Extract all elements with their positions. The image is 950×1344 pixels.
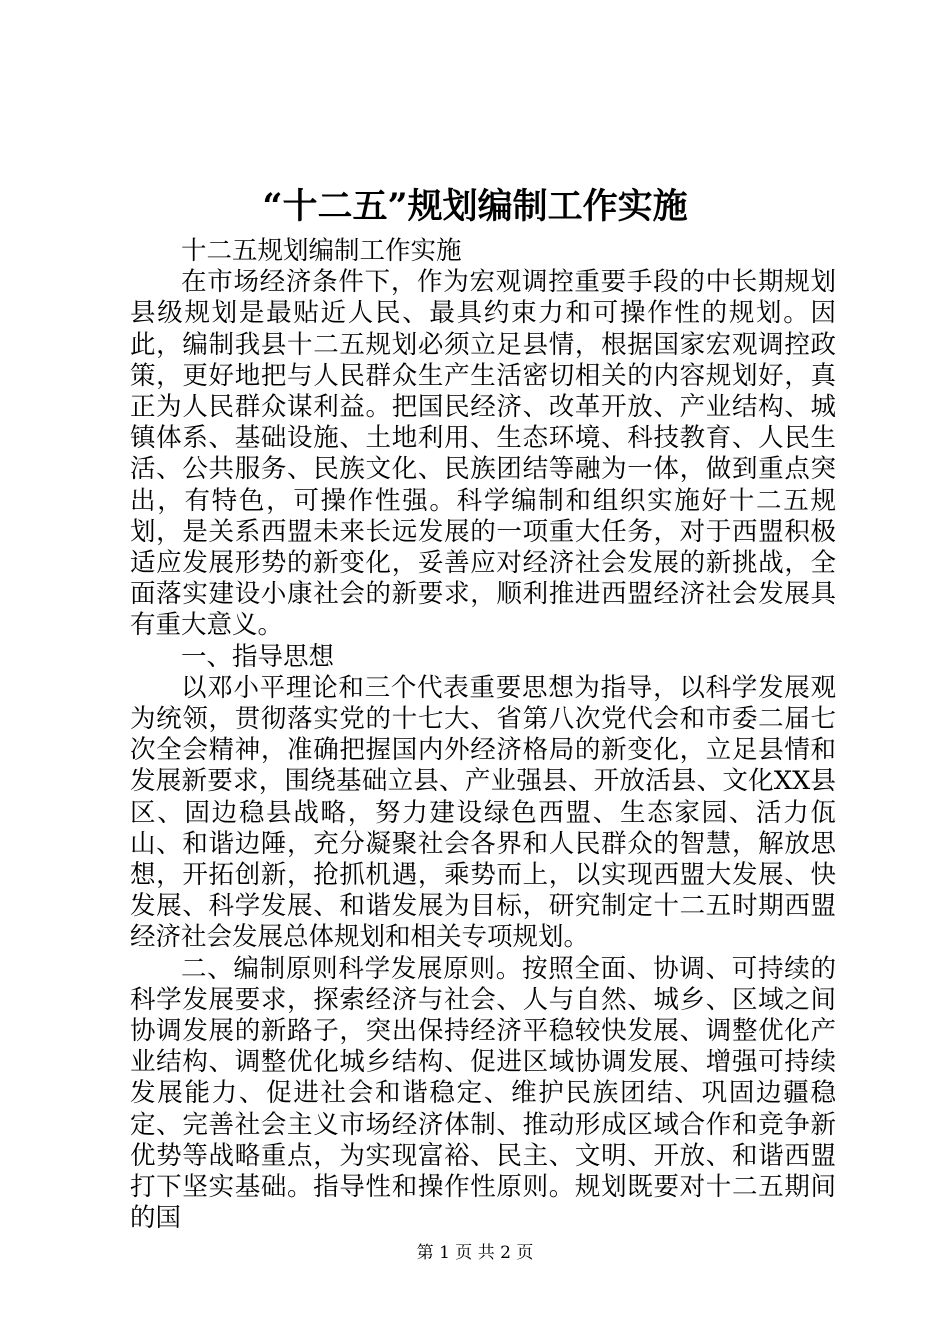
section-heading-guiding-ideology: 一、指导思想 <box>181 641 335 672</box>
guiding-ideology-paragraph: 以邓小平理论和三个代表重要思想为指导，以科学发展观为统领，贯彻落实党的十七大、省第八次党代会和市委二届七次全会精神，准确把握国内外经济格局的新变化，立足县情和发展新要求，围绕基础立县、产业强县、开放活县、文化XX县区、固边稳县战略，努力建设绿色西盟、生态家园、活力佤山、和谐边陲，充分凝聚社会各界和人民群众的智慧，解放思想，开拓创新，抢抓机遇，乘势而上，以实现西盟大发展、快发展、科学发展、和谐发展为目标，研究制定十二五时期西盟经济社会发展总体规划和相关专项规划。 <box>130 672 836 953</box>
subtitle-paragraph: 十二五规划编制工作实施 <box>181 236 462 266</box>
document-body <box>130 236 836 1235</box>
intro-paragraph: 在市场经济条件下，作为宏观调控重要手段的中长期规划县级规划是最贴近人民、最具约束力和可操作性的规划。因此，编制我县十二五规划必须立足县情，根据国家宏观调控政策，更好地把与人民群众生产生活密切相关的内容规划好，真正为人民群众谋利益。把国民经济、改革开放、产业结构、城镇体系、基础设施、土地利用、生态环境、科技教育、人民生活、公共服务、民族文化、民族团结等融为一体，做到重点突出，有特色，可操作性强。科学编制和组织实施好十二五规划，是关系西盟未来长远发展的一项重大任务，对于西盟积极适应发展形势的新变化，妥善应对经济社会发展的新挑战，全面落实建设小康社会的新要求，顺利推进西盟经济社会发展具有重大意义。 <box>130 267 836 641</box>
page-footer: 第 1 页 共 2 页 <box>416 1243 534 1263</box>
compilation-principles-paragraph: 二、编制原则科学发展原则。按照全面、协调、可持续的科学发展要求，探索经济与社会、人与自然、城乡、区域之间协调发展的新路子，突出保持经济平稳较快发展、调整优化产业结构、调整优化城乡结构、促进区域协调发展、增强可持续发展能力、促进社会和谐稳定、维护民族团结、巩固边疆稳定、完善社会主义市场经济体制、推动形成区域合作和竞争新优势等战略重点，为实现富裕、民主、文明、开放、和谐西盟打下坚实基础。指导性和操作性原则。规划既要对十二五期间的国 <box>130 953 836 1234</box>
document-title: “十二五”规划编制工作实施 <box>262 186 688 227</box>
